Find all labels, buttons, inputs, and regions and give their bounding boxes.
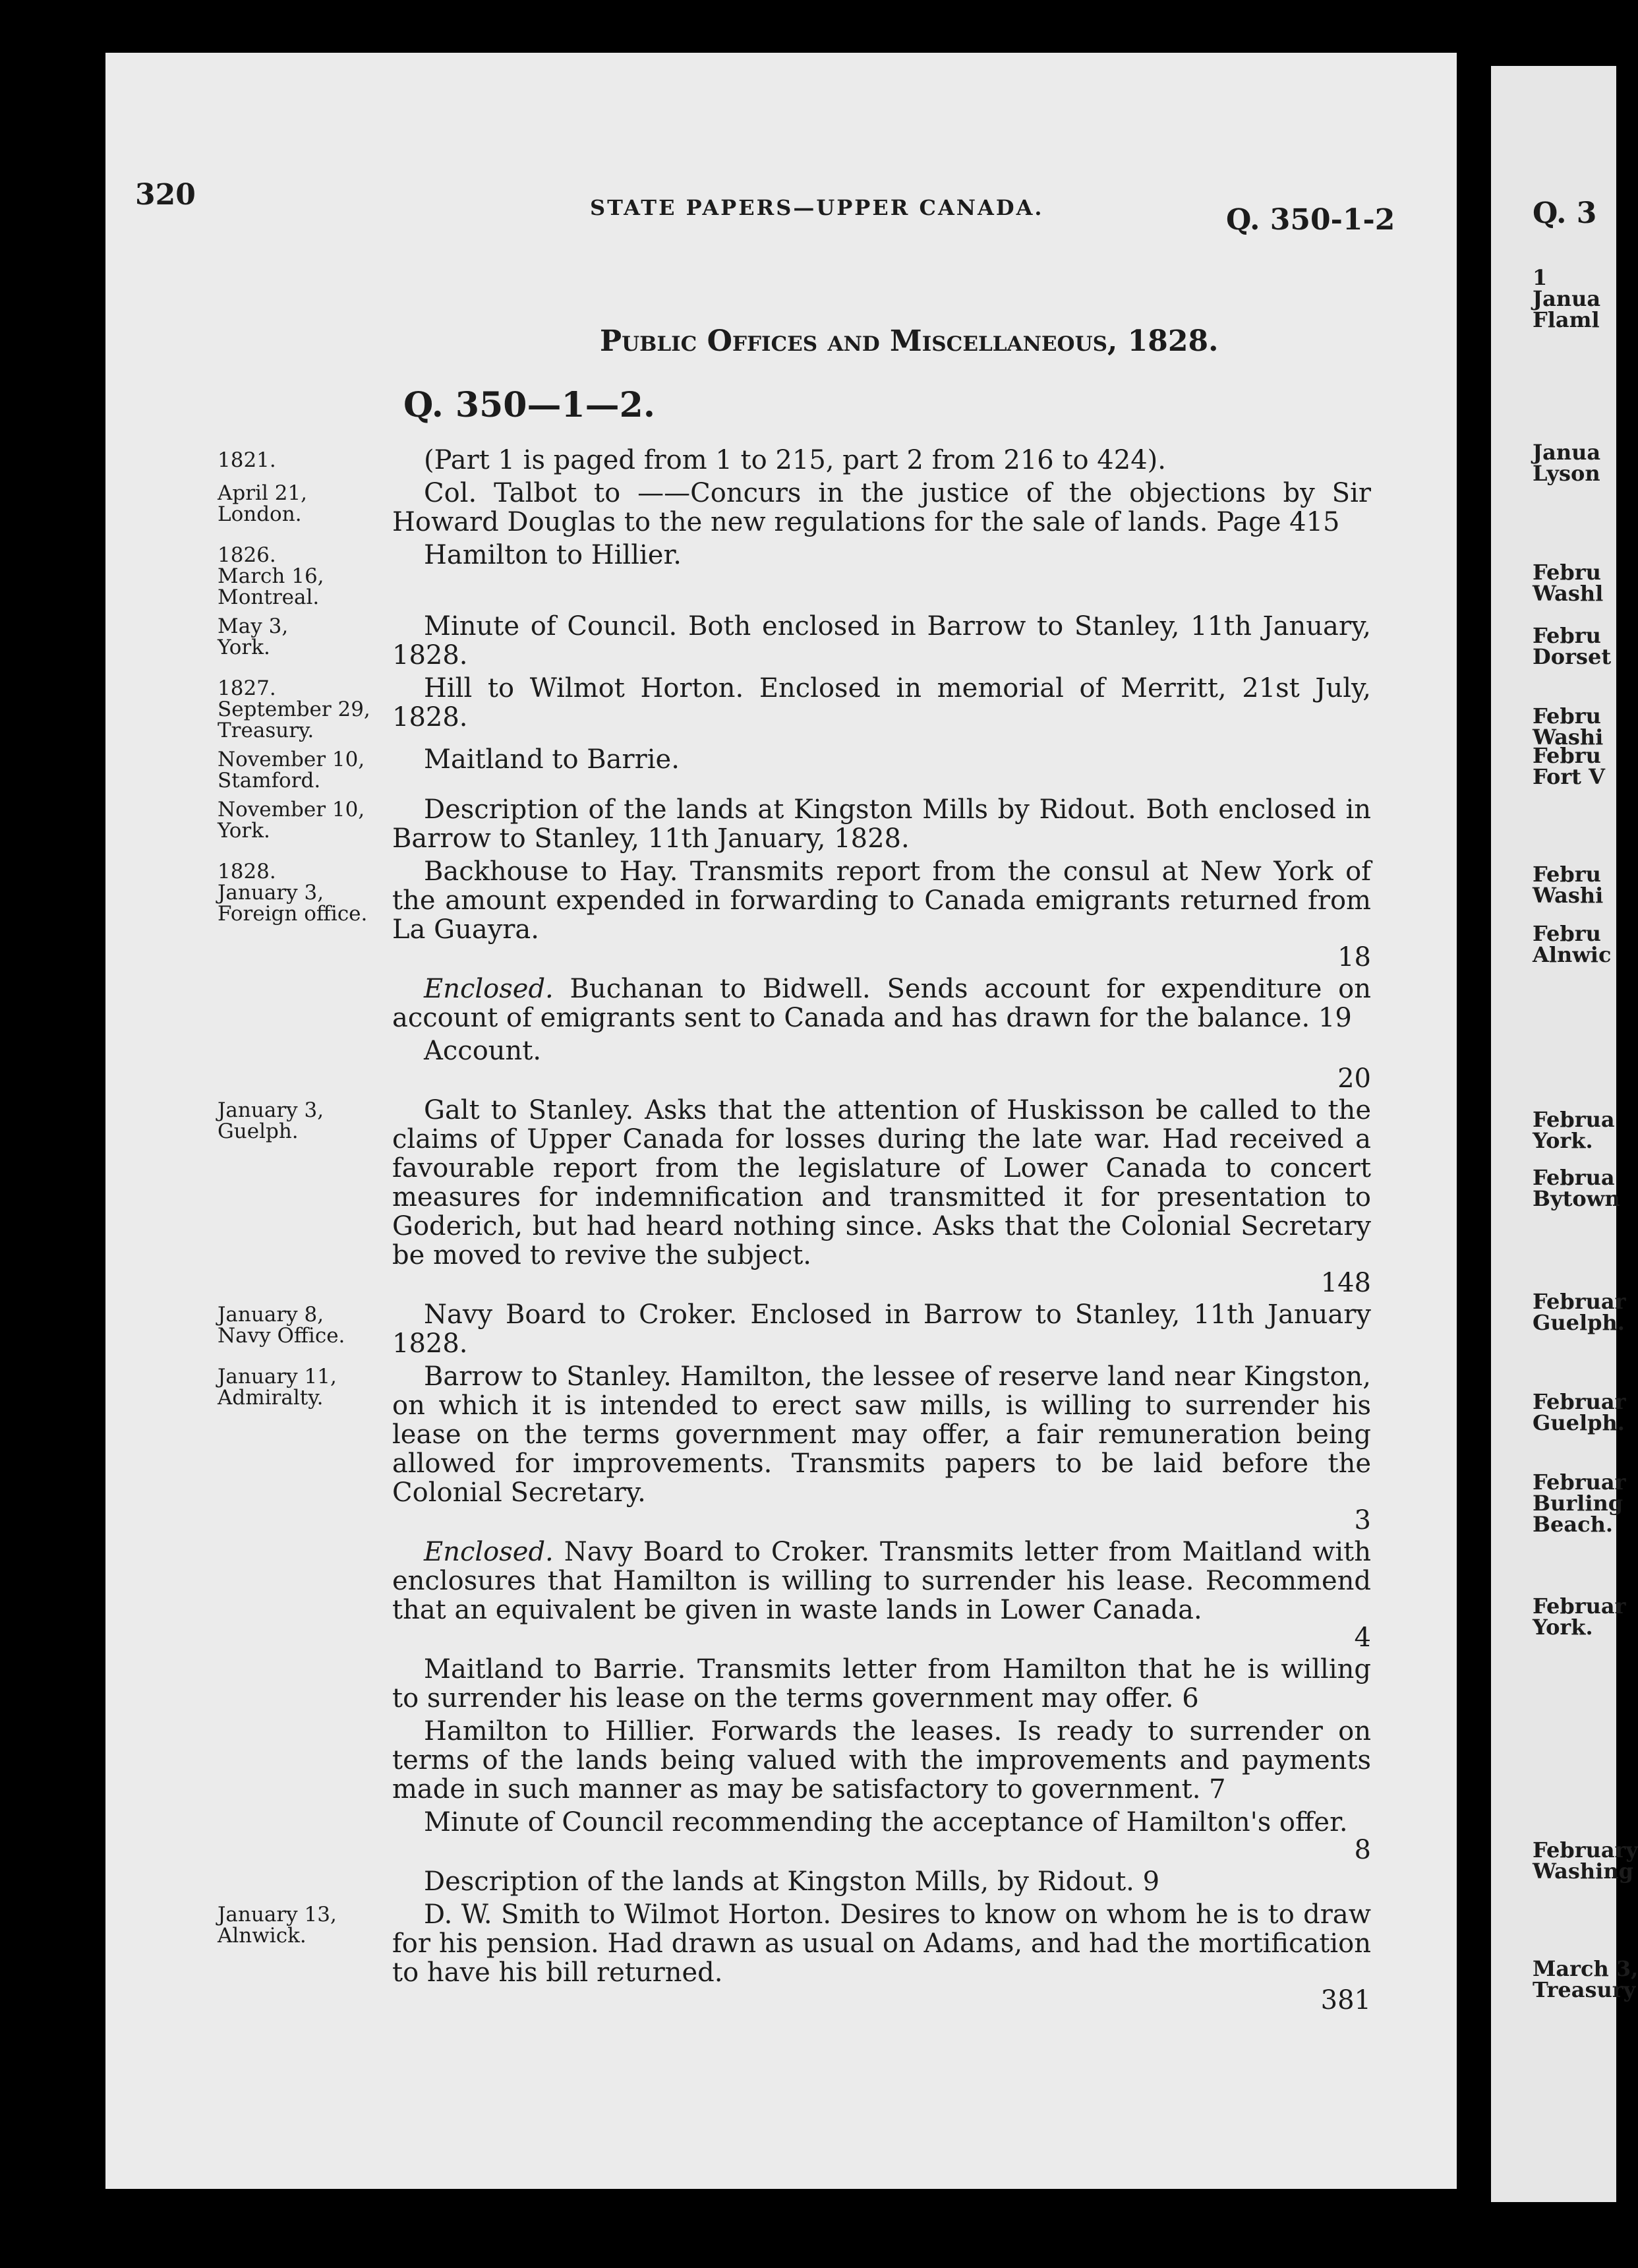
section-title: Public Offices and Miscellaneous, 1828. — [600, 324, 1219, 358]
entry — [218, 1867, 1371, 1896]
facing-date-fragment: Lyson — [1533, 461, 1600, 486]
entry-date: January 13, Alnwick. — [218, 1903, 337, 1948]
entry-text: Hamilton to Hillier. Forwards the leases. Is ready to surrender on terms of the lands being valued with the improvements and payments made in such manner as may be satisfactory to government. 7 — [392, 1716, 1371, 1805]
facing-date-fragment: Fort V — [1533, 764, 1605, 789]
facing-date-fragment: March 3, — [1533, 1956, 1638, 1981]
entry — [218, 1900, 1371, 2014]
entry-date: April 21, London. — [218, 481, 308, 526]
entry-text: Col. Talbot to ——Concurs in the justice of the objections by Sir Howard Douglas to the new regulations for the sale of lands. Page 415 — [392, 478, 1371, 537]
entry — [218, 479, 1371, 537]
entry-date: 1828. January 3, Foreign office. — [218, 860, 368, 926]
facing-date-fragment: Washing — [1533, 1859, 1633, 1884]
entry — [218, 1096, 1371, 1296]
facing-date-fragment: February — [1533, 1837, 1638, 1863]
entry-text: Description of the lands at Kingston Mills, by Ridout. 9 — [424, 1866, 1160, 1897]
entry-text: Minute of Council recommending the acceptance of Hamilton's offer. — [424, 1807, 1348, 1837]
facing-date-fragment: York. — [1533, 1615, 1593, 1640]
facing-date-fragment: Washi — [1533, 883, 1604, 908]
entry-date: 1826. March 16, Montreal. — [218, 543, 324, 609]
facing-date-fragment: Februar — [1533, 1470, 1626, 1495]
entry — [218, 1808, 1371, 1863]
entry-page-ref: 148 — [1320, 1268, 1371, 1298]
facing-date-fragment: Febru — [1533, 743, 1601, 768]
entry — [218, 1537, 1371, 1651]
entry-text: (Part 1 is paged from 1 to 215, part 2 from 216 to 424). — [424, 445, 1166, 475]
facing-date-fragment: 1 — [1533, 265, 1548, 290]
facing-date-fragment: Alnwic — [1533, 942, 1612, 967]
entry-text: Galt to Stanley. Asks that the attention of Huskisson be called to the claims of Upper Canada for losses during the late war. Had received a favourable report from the legislature of Lower Canada to concert measures for indemnification and transmitted it for presentation to Goderich, but had heard nothing since. Asks that the Colonial Secretary be moved to revive the subject. — [392, 1095, 1371, 1270]
entry — [218, 541, 1371, 608]
entry-text: Description of the lands at Kingston Mills by Ridout. Both enclosed in Barrow to Stanley, 11th January, 1828. — [392, 794, 1371, 854]
entry-date: 1827. September 29, Treasury. — [218, 676, 370, 742]
entry — [218, 1717, 1371, 1804]
facing-date-fragment: Washi — [1533, 725, 1604, 750]
facing-date-fragment: Beach. — [1533, 1512, 1614, 1537]
entry-date — [218, 1655, 392, 1713]
entry — [218, 857, 1371, 970]
entry — [218, 1655, 1371, 1713]
calendar-entries — [218, 442, 1371, 2014]
facing-date-fragment: Februa — [1533, 1107, 1615, 1132]
entry-date: May 3, York. — [218, 614, 289, 659]
facing-date-fragment: Februar — [1533, 1289, 1626, 1314]
entry-text: Navy Board to Croker. Enclosed in Barrow to Stanley, 11th January 1828. — [392, 1299, 1371, 1359]
entry — [218, 1300, 1371, 1358]
entry-text: Account. — [424, 1036, 542, 1066]
entry-date: 1821. — [218, 448, 276, 472]
facing-date-fragment: Februar — [1533, 1594, 1626, 1619]
entry-date — [218, 1036, 392, 1092]
entry-date — [218, 1808, 392, 1863]
entry — [218, 674, 1371, 741]
entry-page-ref: 3 — [1354, 1505, 1371, 1536]
entry-page-ref: 20 — [1337, 1063, 1371, 1094]
entry-date: November 10, Stamford. — [218, 748, 365, 792]
entry-text: Backhouse to Hay. Transmits report from the consul at New York of the amount expended in forwarding to Canada emigrants returned from La Guayra. — [392, 856, 1371, 945]
entry — [218, 446, 1371, 475]
entry-page-ref: 381 — [1320, 1985, 1371, 2015]
entry-date: January 11, Admiralty. — [218, 1365, 337, 1410]
facing-date-fragment: Februa — [1533, 1165, 1615, 1190]
entry-page-ref: 4 — [1354, 1623, 1371, 1653]
entry-page-ref: 8 — [1354, 1835, 1371, 1865]
entry — [218, 612, 1371, 670]
entry — [218, 795, 1371, 853]
page-number: 320 — [135, 178, 196, 212]
facing-date-fragment: Washl — [1533, 581, 1604, 606]
volume-code: Q. 350-1-2 — [1226, 203, 1395, 237]
entry — [218, 974, 1371, 1032]
facing-date-fragment: Flaml — [1533, 307, 1600, 332]
entry-date — [218, 974, 392, 1032]
facing-date-fragment: Dorset — [1533, 644, 1612, 669]
entry — [218, 745, 1371, 791]
entry-text: Buchanan to Bidwell. Sends account for expenditure on account of emigrants sent to Canada and has drawn for the balance. 19 — [392, 974, 1371, 1033]
entry-date — [218, 1717, 392, 1804]
running-head: STATE PAPERS—UPPER CANADA. — [590, 195, 1044, 220]
entry-page-ref: 18 — [1337, 942, 1371, 972]
entry-text: Barrow to Stanley. Hamilton, the lessee of reserve land near Kingston, on which it is intended to erect saw mills, is willing to surrender his lease on the terms government may offer, a fair remuneration being allowed for improvements. Transmits papers to be laid before the Colonial Secretary. — [392, 1361, 1371, 1508]
entry-text: Hill to Wilmot Horton. Enclosed in memorial of Merritt, 21st July, 1828. — [392, 673, 1371, 732]
facing-date-fragment: Bytown — [1533, 1186, 1620, 1211]
facing-date-fragment: Janua — [1533, 440, 1601, 465]
entry-text: Minute of Council. Both enclosed in Barrow to Stanley, 11th January, 1828. — [392, 611, 1371, 671]
facing-date-fragment: Febru — [1533, 560, 1601, 585]
facing-date-fragment: Febru — [1533, 623, 1601, 648]
facing-date-fragment: Guelph. — [1533, 1410, 1625, 1435]
facing-date-fragment: Janua — [1533, 286, 1601, 311]
entry — [218, 1036, 1371, 1092]
enclosed-label: Enclosed. — [424, 1537, 554, 1567]
facing-code: Q. 3 — [1533, 196, 1597, 230]
entry-text: D. W. Smith to Wilmot Horton. Desires to know on whom he is to draw for his pension. Had drawn as usual on Adams, and had the mortification to have his bill returned. — [392, 1899, 1371, 1988]
entry-date — [218, 1537, 392, 1651]
facing-date-fragment: Guelph. — [1533, 1310, 1625, 1335]
entry-text: Maitland to Barrie. Transmits letter from Hamilton that he is willing to surrender his lease on the terms government may offer. 6 — [392, 1654, 1371, 1714]
entry-date — [218, 1867, 392, 1896]
entry-date: January 8, Navy Office. — [218, 1303, 345, 1348]
entry-text: Hamilton to Hillier. — [424, 540, 682, 570]
facing-date-fragment: Febru — [1533, 862, 1601, 887]
enclosed-label: Enclosed. — [424, 974, 554, 1004]
facing-date-fragment: York. — [1533, 1128, 1593, 1153]
facing-date-fragment: Febru — [1533, 703, 1601, 729]
entry — [218, 1362, 1371, 1534]
facing-date-fragment: Treasury — [1533, 1977, 1636, 2002]
volume-heading: Q. 350—1—2. — [403, 385, 655, 425]
entry-text: Navy Board to Croker. Transmits letter from Maitland with enclosures that Hamilton is willing to surrender his lease. Recommend that an equivalent be given in waste lands in Lower Canada. — [392, 1537, 1372, 1625]
facing-date-fragment: Febru — [1533, 921, 1601, 946]
facing-date-fragment: Burling — [1533, 1491, 1623, 1516]
facing-date-fragment: Februar — [1533, 1389, 1626, 1414]
entry-date: January 3, Guelph. — [218, 1098, 324, 1143]
entry-date: November 10, York. — [218, 798, 365, 843]
entry-text: Maitland to Barrie. — [424, 744, 680, 775]
